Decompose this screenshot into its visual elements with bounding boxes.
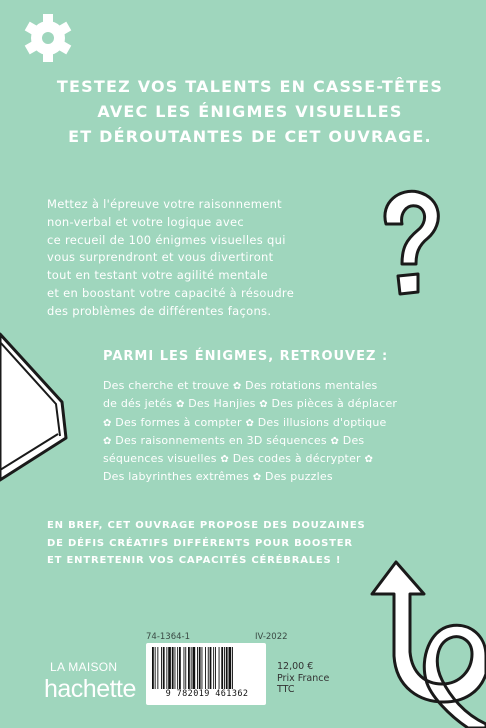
publisher-logo: hachette bbox=[44, 675, 136, 703]
intro-line: non-verbal et votre logique avec bbox=[47, 214, 244, 229]
intro-line: vous surprendront et vous divertiront bbox=[47, 250, 274, 265]
summary-line: ET ENTRETENIR VOS CAPACITÉS CÉRÉBRALES ! bbox=[47, 555, 342, 566]
flower-icon: ✿ bbox=[364, 454, 374, 466]
barcode-bar bbox=[202, 647, 203, 689]
summary-line: DE DÉFIS CRÉATIFS DIFFÉRENTS POUR BOOSTER bbox=[47, 537, 353, 549]
barcode-bar bbox=[177, 647, 178, 689]
price-tax: TTC bbox=[277, 684, 295, 695]
intro-line: et en boostant votre capacité à résoudre bbox=[47, 285, 295, 300]
intro-line: tout en testant votre agilité mentale bbox=[47, 268, 268, 283]
intro-line: ce recueil de 100 énigmes visuelles qui bbox=[47, 232, 286, 247]
list-item: séquences visuelles bbox=[103, 452, 217, 466]
price-value: 12,00 € bbox=[277, 661, 314, 672]
barcode-bar bbox=[166, 647, 167, 689]
list-item: Des illusions d'optique bbox=[257, 415, 387, 429]
list-item: Des codes à décrypter bbox=[232, 452, 361, 466]
barcode-bar bbox=[179, 647, 181, 689]
barcode-bar bbox=[213, 647, 214, 689]
flower-icon: ✿ bbox=[103, 435, 112, 447]
intro-paragraph bbox=[47, 196, 377, 321]
barcode-bar bbox=[232, 647, 233, 689]
barcode-bar bbox=[191, 647, 192, 689]
barcode-bar bbox=[208, 647, 209, 689]
barcode-bar bbox=[205, 647, 206, 689]
barcode-bar bbox=[215, 647, 216, 689]
barcode-bar bbox=[184, 647, 185, 689]
list-item: Des rotations mentales bbox=[245, 379, 378, 392]
barcode-bar bbox=[193, 647, 196, 689]
barcode-bar bbox=[161, 647, 162, 689]
section-title: PARMI LES ÉNIGMES, RETROUVEZ : bbox=[103, 349, 389, 364]
list-line bbox=[103, 432, 423, 450]
question-mark-icon bbox=[372, 184, 452, 302]
flower-icon: ✿ bbox=[220, 454, 229, 466]
price-block bbox=[277, 661, 329, 696]
price-label: Prix France bbox=[277, 672, 330, 684]
cube-drawing bbox=[0, 320, 80, 492]
list-item: Des pièces à déplacer bbox=[271, 397, 398, 411]
list-item: Des Hanjies bbox=[188, 397, 256, 411]
list-item: Des raisonnements en 3D séquences bbox=[115, 433, 327, 447]
barcode-bar bbox=[152, 647, 154, 689]
list-item: Des labyrinthes extrêmes bbox=[103, 470, 250, 484]
barcode-bar bbox=[221, 647, 223, 689]
gear-icon bbox=[20, 12, 76, 64]
product-code: 74-1364-1 bbox=[146, 632, 190, 642]
barcode-bar bbox=[199, 647, 201, 689]
list-item: de dés jetés bbox=[103, 397, 173, 411]
intro-line: des problèmes de différentes façons. bbox=[47, 303, 272, 318]
barcode-bar bbox=[155, 647, 156, 689]
list-line bbox=[103, 414, 423, 432]
flower-icon: ✿ bbox=[245, 417, 255, 429]
barcode-bar bbox=[224, 647, 225, 689]
headline-line-3: ET DÉROUTANTES DE CET OUVRAGE. bbox=[68, 127, 432, 146]
intro-line: Mettez à l'épreuve votre raisonnement bbox=[47, 197, 282, 211]
barcode-bar bbox=[226, 647, 228, 689]
headline bbox=[40, 74, 460, 149]
flower-icon: ✿ bbox=[259, 399, 268, 411]
flower-icon: ✿ bbox=[252, 472, 262, 484]
summary-paragraph bbox=[47, 517, 377, 570]
list-item: Des cherche et trouve bbox=[103, 379, 230, 392]
flower-icon: ✿ bbox=[175, 399, 185, 411]
barcode-bar bbox=[210, 647, 212, 689]
headline-line-2: AVEC LES ÉNIGMES VISUELLES bbox=[97, 102, 403, 121]
edition-date: IV-2022 bbox=[255, 632, 288, 642]
curly-arrow-icon bbox=[368, 556, 486, 728]
flower-icon: ✿ bbox=[330, 435, 340, 447]
flower-icon: ✿ bbox=[232, 381, 242, 392]
barcode-number: 9 782019 461362 bbox=[165, 689, 249, 699]
barcode-bar bbox=[188, 647, 190, 689]
barcode-bar bbox=[168, 647, 171, 689]
barcode-bar bbox=[163, 647, 165, 689]
barcode-bar bbox=[229, 647, 232, 689]
list-line bbox=[103, 450, 423, 468]
headline-line-1: TESTEZ VOS TALENTS EN CASSE-TÊTES bbox=[56, 77, 444, 96]
list-item: Des puzzles bbox=[265, 470, 333, 484]
list-line bbox=[103, 395, 423, 413]
flower-icon: ✿ bbox=[103, 417, 112, 429]
barcode-bar bbox=[157, 647, 158, 689]
barcode-bar bbox=[219, 647, 220, 689]
barcode-bar bbox=[197, 647, 198, 689]
list-line bbox=[103, 468, 423, 486]
publisher-tagline: LA MAISON bbox=[50, 660, 118, 674]
list-item: Des bbox=[342, 433, 365, 447]
summary-line: EN BREF, CET OUVRAGE PROPOSE DES DOUZAINES bbox=[47, 520, 366, 531]
list-line bbox=[103, 377, 423, 395]
barcode-bar bbox=[175, 647, 176, 689]
list-item: Des formes à compter bbox=[115, 415, 242, 429]
barcode-bar bbox=[172, 647, 174, 689]
puzzle-type-list bbox=[103, 377, 423, 487]
barcode-bar bbox=[185, 647, 186, 689]
